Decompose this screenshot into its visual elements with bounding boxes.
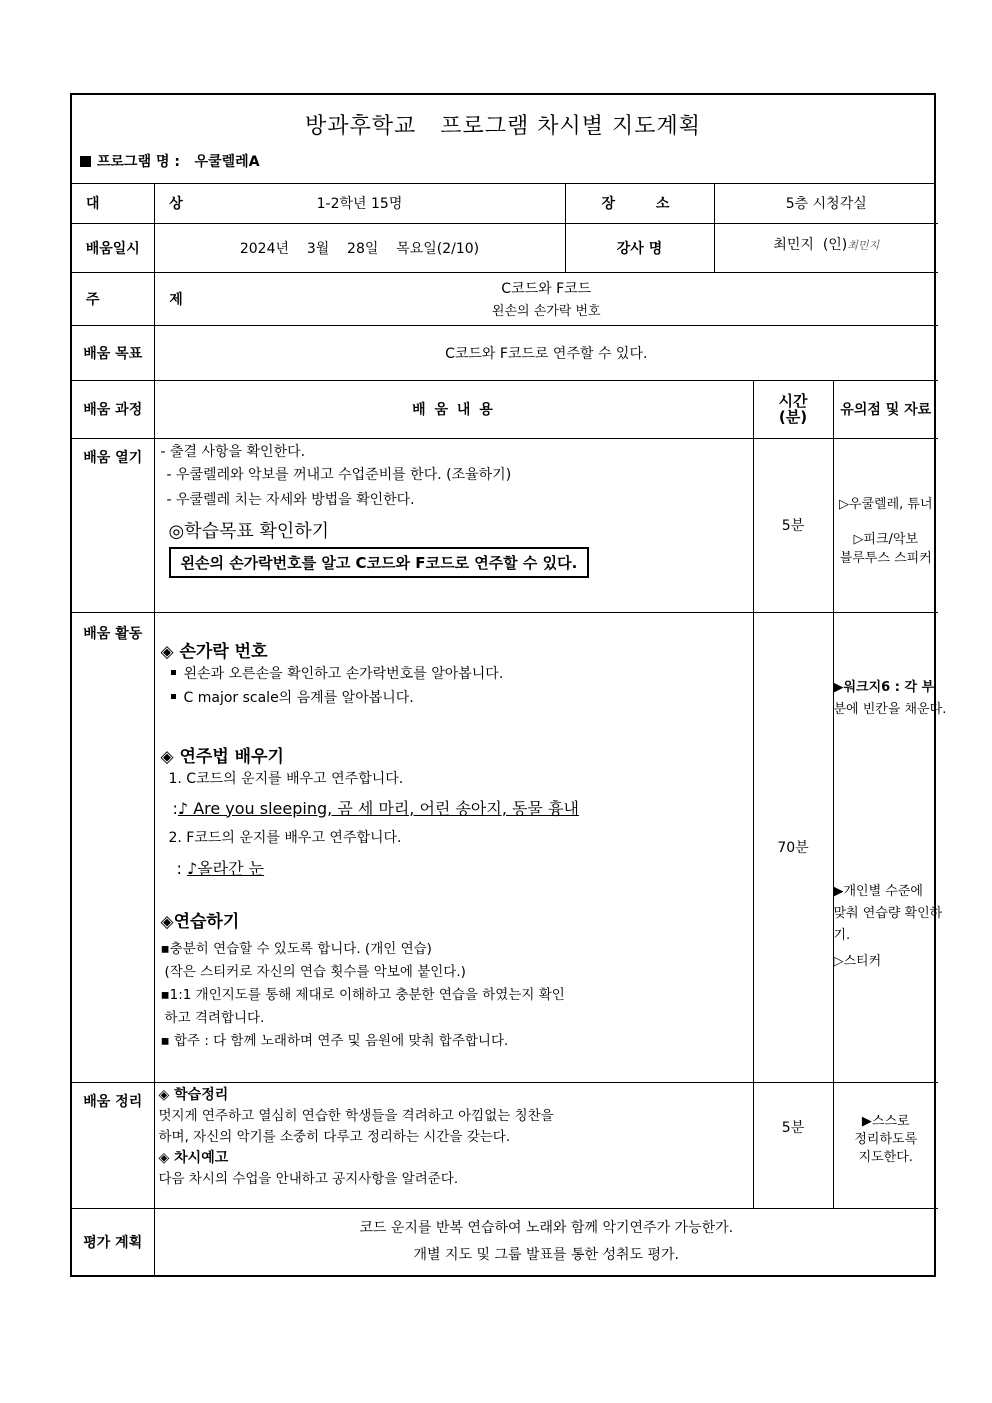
activity-sec1-title: ◈ 손가락 번호 <box>160 641 268 662</box>
square-bullet-icon <box>80 156 91 167</box>
program-name: 우쿨렐레A <box>194 154 260 170</box>
closing-text-2: 다음 차시의 수업을 안내하고 공지사항을 알려준다. <box>158 1170 459 1187</box>
activity-sec3-line-3: ▪1:1 개인지도를 통해 제대로 이해하고 충분한 연습을 하였는지 확인 <box>160 986 565 1003</box>
notes-header: 유의점 및 자료 <box>833 380 938 438</box>
lesson-plan-document <box>70 93 947 1277</box>
closing-text-1b: 하며, 자신의 악기를 소중히 다루고 정리하는 시간을 갖는다. <box>158 1128 511 1145</box>
content-header: 배 움 내 용 <box>154 380 753 438</box>
place-value: 5층 시청각실 <box>714 184 938 223</box>
place-label: 장 소 <box>565 184 714 223</box>
activity-sec1-item-2: C major scale의 음계를 알아봅니다. <box>161 686 747 710</box>
teacher-value: 최민지 (인) <box>773 236 848 253</box>
bullet-icon <box>171 670 176 675</box>
activity-content <box>154 612 753 1082</box>
activity-label: 배움 활동 <box>72 612 154 1082</box>
activity-sec2-step-1: 1. C코드의 운지를 배우고 연주합니다. <box>168 770 404 787</box>
activity-note-1a: ▶워크지6 : 각 부 <box>833 679 935 695</box>
program-label: 프로그램 명 : <box>97 154 180 170</box>
evaluation-line-1: 코드 운지를 반복 연습하여 노래와 함께 악기연주가 가능한가. <box>359 1219 734 1236</box>
goal-label: 배움 목표 <box>72 325 154 380</box>
closing-label: 배움 정리 <box>72 1082 154 1208</box>
activity-note-1b: 분에 빈칸을 채운다. <box>833 701 947 717</box>
opening-note-3: 블루투스 스피커 <box>839 550 932 566</box>
teacher-signature: 최민지 <box>847 238 880 252</box>
closing-title-2: ◈ 차시예고 <box>158 1149 229 1166</box>
opening-content <box>154 438 753 612</box>
activity-sec2-step-2: 2. F코드의 운지를 배우고 연주합니다. <box>168 829 402 846</box>
opening-goal-heading: ◎학습목표 확인하기 <box>168 520 330 542</box>
topic-line-1: C코드와 F코드 <box>501 281 592 297</box>
topic-cell <box>154 272 938 325</box>
bullet-icon <box>171 694 176 699</box>
activity-sec3-line-1: ▪충분히 연습할 수 있도록 합니다. (개인 연습) <box>160 940 432 957</box>
activity-note-2c: 기. <box>833 927 851 943</box>
closing-text-1a: 멋지게 연주하고 열심히 연습한 학생들을 격려하고 아낌없는 칭찬을 <box>158 1107 554 1124</box>
activity-note-2b: 맞춰 연습량 확인하 <box>833 905 943 921</box>
opening-note-1: ▷우쿨렐레, 튜너 <box>838 496 933 512</box>
activity-sec1-item-1: 왼손과 오른손을 확인하고 손가락번호를 알아봅니다. <box>161 662 747 686</box>
evaluation-label: 평가 계획 <box>72 1208 154 1275</box>
activity-sec3-title: ◈연습하기 <box>160 911 240 932</box>
opening-label: 배움 열기 <box>72 438 154 612</box>
opening-line-3: - 우쿨렐레 치는 자세와 방법을 확인한다. <box>166 491 415 508</box>
activity-note-2a: ▶개인별 수준에 <box>833 883 923 899</box>
closing-notes <box>833 1082 938 1208</box>
closing-title-1: ◈ 학습정리 <box>158 1086 229 1103</box>
activity-sec2-song-1-line: :♪ Are you sleeping, 곰 세 마리, 어린 송아지, 동물 흉내 <box>172 798 579 818</box>
opening-note-2: ▷피크/악보 <box>853 531 919 547</box>
activity-sec3-line-5: ▪ 합주 : 다 함께 노래하며 연주 및 음원에 맞춰 합주합니다. <box>160 1032 509 1049</box>
title-block <box>72 95 934 184</box>
opening-notes <box>833 438 938 612</box>
activity-sec2-song-1: ♪ Are you sleeping, 곰 세 마리, 어린 송아지, 동물 흉내 <box>177 798 579 818</box>
goal-value: C코드와 F코드로 연주할 수 있다. <box>154 325 938 380</box>
target-value: 1-2학년 15명 <box>154 184 565 223</box>
closing-time: 5분 <box>753 1082 833 1208</box>
lesson-table <box>72 184 947 1275</box>
opening-line-2: - 우쿨렐레와 악보를 꺼내고 수업준비를 한다. (조율하기) <box>166 466 512 483</box>
activity-sec3-line-2: (작은 스티커로 자신의 연습 횟수를 악보에 붙인다.) <box>164 963 466 980</box>
closing-note-1: ▶스스로 <box>861 1113 910 1129</box>
evaluation-line-2: 개별 지도 및 그룹 발표를 통한 성취도 평가. <box>413 1246 680 1263</box>
closing-note-2: 정리하도록 <box>854 1131 918 1147</box>
time-header: 시간 (분) <box>753 380 833 438</box>
topic-label: 주 제 <box>72 272 154 325</box>
evaluation-content <box>154 1208 938 1275</box>
date-value: 2024년 3월 28일 목요일(2/10) <box>154 223 565 272</box>
activity-note-2d: ▷스티커 <box>833 953 882 969</box>
activity-sec2-title: ◈ 연주법 배우기 <box>160 746 284 767</box>
opening-goal-box: 왼손의 손가락번호를 알고 C코드와 F코드로 연주할 수 있다. <box>169 547 590 578</box>
process-header: 배움 과정 <box>72 380 154 438</box>
opening-line-1: - 출결 사항을 확인한다. <box>160 443 306 460</box>
target-label: 대 상 <box>72 184 154 223</box>
teacher-label: 강사 명 <box>565 223 714 272</box>
opening-time: 5분 <box>753 438 833 612</box>
document-title: 방과후학교 프로그램 차시별 지도계획 <box>305 114 701 139</box>
activity-sec2-song-2-line: : ♪올라간 눈 <box>176 858 265 878</box>
activity-sec3-line-4: 하고 격려합니다. <box>164 1009 265 1026</box>
topic-line-2: 왼손의 손가락 번호 <box>491 304 601 319</box>
activity-time: 70분 <box>753 612 833 1082</box>
activity-notes <box>833 612 947 1082</box>
closing-note-3: 지도한다. <box>858 1149 913 1165</box>
activity-sec2-song-2: ♪올라간 눈 <box>186 858 265 878</box>
teacher-cell <box>714 223 938 272</box>
closing-content <box>154 1082 753 1208</box>
program-name-line <box>80 151 260 171</box>
date-label: 배움일시 <box>72 223 154 272</box>
